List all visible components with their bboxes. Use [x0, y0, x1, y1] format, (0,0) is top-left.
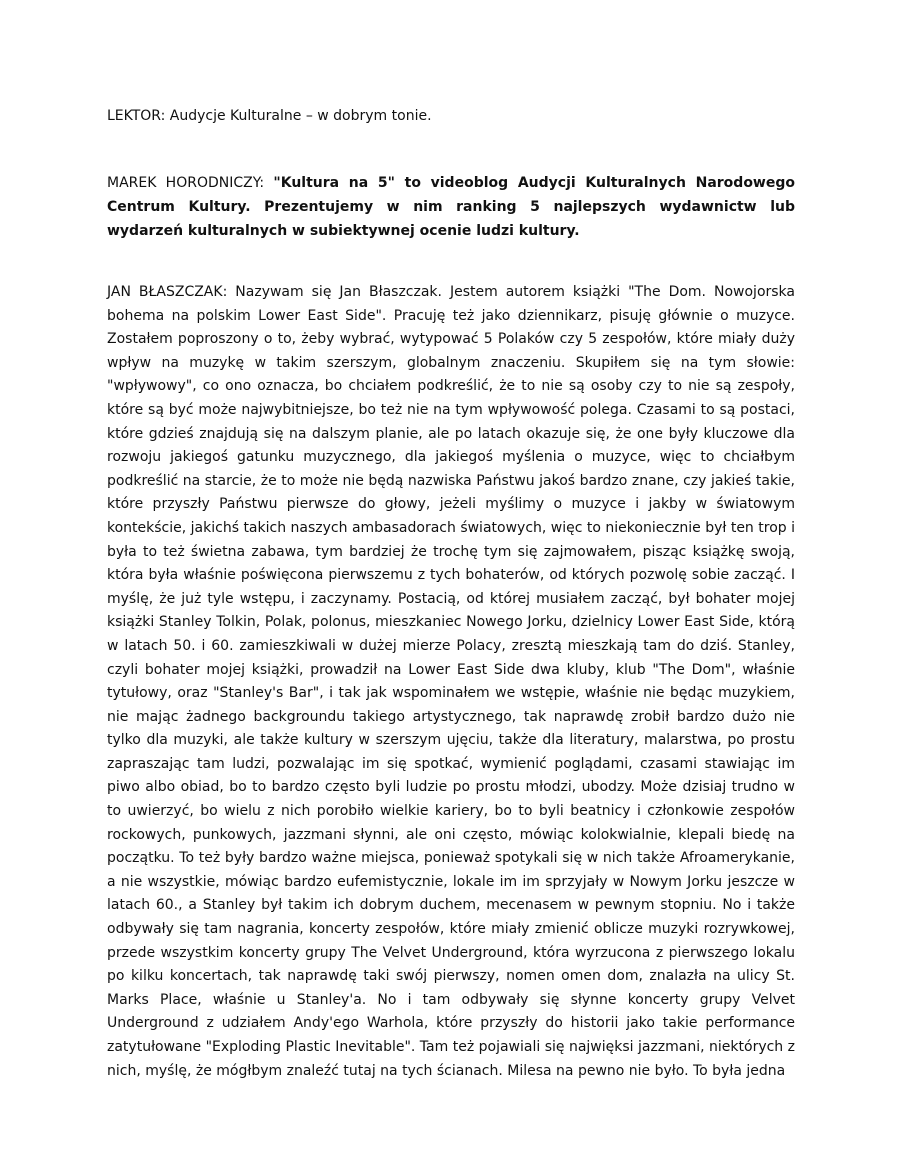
marek-text: "Kultura na 5" to videoblog Audycji Kulturalnych Narodowego Centrum Kultury. Prezentujemy w nim ranking 5 najlepszych wydawnictw lub wydarzeń kulturalnych w subiektywnej ocenie ludzi kultury.	[107, 175, 796, 239]
jan-speaker: JAN BŁASZCZAK:	[107, 284, 228, 300]
lektor-text: Audycje Kulturalne – w dobrym tonie.	[169, 108, 432, 124]
marek-paragraph	[107, 171, 795, 243]
jan-paragraph	[107, 281, 795, 1083]
lektor-speaker: LEKTOR:	[107, 108, 166, 124]
marek-speaker: MAREK HORODNICZY:	[107, 175, 265, 191]
lektor-paragraph	[107, 105, 795, 127]
jan-text: Nazywam się Jan Błaszczak. Jestem autorem książki "The Dom. Nowojorska bohema na polskim Lower East Side". Pracuję też jako dziennikarz, pisuję głównie o muzyce. Zostałem poproszony o to, żeby wybrać, wytypować 5 Polaków czy 5 zespołów, które miały duży wpływ na muzykę w takim szerszym, globalnym znaczeniu. Skupiłem się na tym słowie: "wpływowy", co ono oznacza, bo chciałem podkreślić, że to nie są osoby czy to nie są zespoły, które są być może najwybitniejsze, bo też nie na tym wpływowość polega. Czasami to są postaci, które gdzieś znajdują się na dalszym planie, ale po latach okazuje się, że one były kluczowe dla rozwoju jakiegoś gatunku muzycznego, dla jakiegoś myślenia o muzyce, więc to chciałbym podkreślić na starcie, że to może nie będą nazwiska Państwu jakoś bardzo znane, czy jakieś takie, które przyszły Państwu pierwsze do głowy, jeżeli myślimy o muzyce i jakby w światowym kontekście, jakichś takich naszych ambasadorach światowych, więc to niekoniecznie był ten trop i była to też świetna zabawa, tym bardziej że trochę tym się zajmowałem, pisząc książkę swoją, która była właśnie poświęcona pierwszemu z tych bohaterów, od których pozwolę sobie zacząć. I myślę, że już tyle wstępu, i zaczynamy. Postacią, od której musiałem zacząć, był bohater mojej książki Stanley Tolkin, Polak, polonus, mieszkaniec Nowego Jorku, dzielnicy Lower East Side, którą w latach 50. i 60. zamieszkiwali w dużej mierze Polacy, zresztą mieszkają tam do dziś. Stanley, czyli bohater mojej książki, prowadził na Lower East Side dwa kluby, klub "The Dom", właśnie tytułowy, oraz "Stanley's Bar", i tak jak wspominałem we wstępie, właśnie nie będąc muzykiem, nie mając żadnego backgroundu takiego artystycznego, tak naprawdę zrobił bardzo dużo nie tylko dla muzyki, ale także kultury w szerszym ujęciu, także dla literatury, malarstwa, po prostu zapraszając tam ludzi, pozwalając im się spotkać, wymienić poglądami, czasami stawiając im piwo albo obiad, bo to bardzo często byli ludzie po prostu młodzi, ubodzy. Może dzisiaj trudno w to uwierzyć, bo wielu z nich porobiło wielkie kariery, bo to byli beatnicy i członkowie zespołów rockowych, punkowych, jazzmani słynni, ale oni często, mówiąc kolokwialnie, klepali biedę na początku. To też były bardzo ważne miejsca, ponieważ spotykali się w nich także Afroamerykanie, a nie wszystkie, mówiąc bardzo eufemistycznie, lokale im im sprzyjały w Nowym Jorku jeszcze w latach 60., a Stanley był takim ich dobrym duchem, mecenasem w pewnym stopniu. No i także odbywały się tam nagrania, koncerty zespołów, które miały zmienić oblicze muzyki rozrywkowej, przede wszystkim koncerty grupy The Velvet Underground, która wyrzucona z pierwszego lokalu po kilku koncertach, tak naprawdę taki swój pierwszy, nomen omen dom, znalazła na ulicy St. Marks Place, właśnie u Stanley'a. No i tam odbywały się słynne koncerty grupy Velvet Underground z udziałem Andy'ego Warhola, które przyszły do historii jako takie performance zatytułowane "Exploding Plastic Inevitable". Tam też pojawiali się najwięksi jazzmani, niektórych z nich, myślę, że mógłbym znaleźć tutaj na tych ścianach. Milesa na pewno nie było. To była jedna	[107, 284, 795, 1079]
